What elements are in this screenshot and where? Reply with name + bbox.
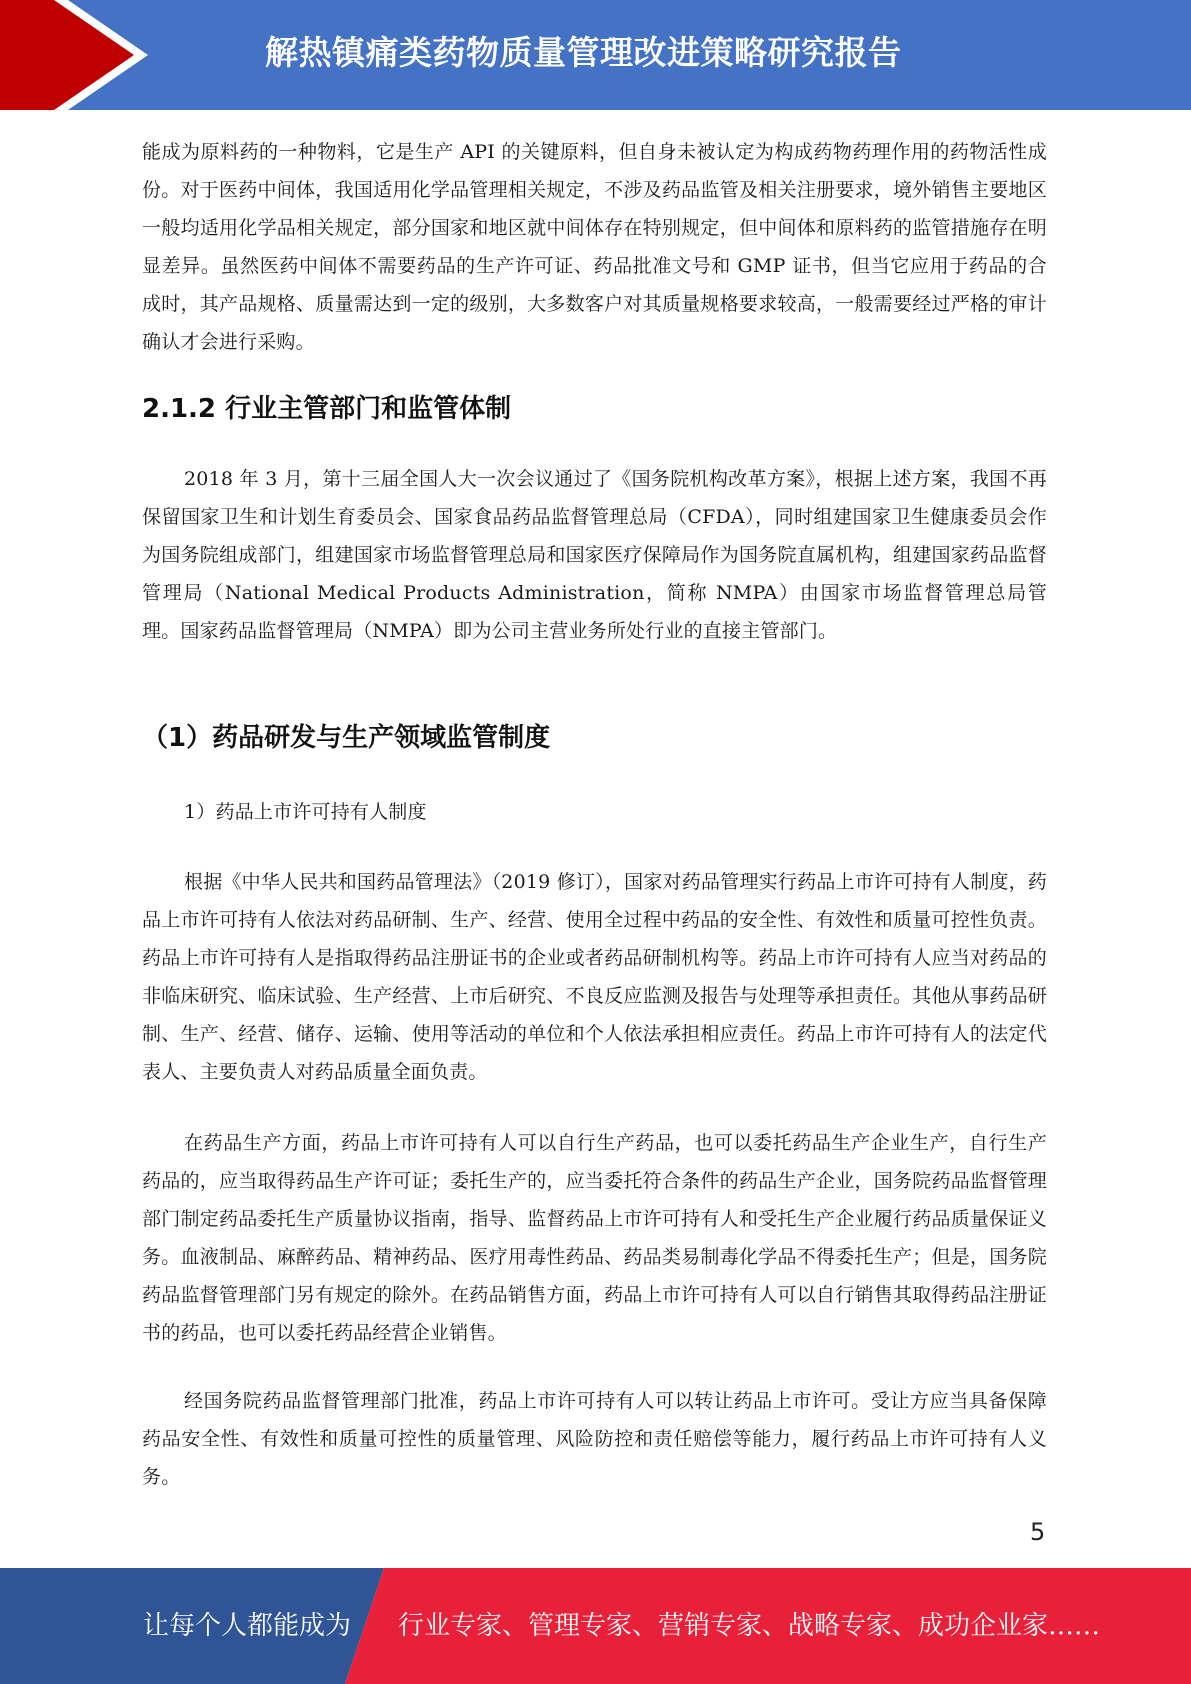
regulation-paragraph-block (142, 460, 1047, 650)
chevron-arrow-icon (0, 0, 160, 110)
paragraph-intro: 能成为原料药的一种物料，它是生产 API 的关键原料，但自身未被认定为构成药物药理作用的药物活性成份。对于医药中间体，我国适用化学品管理相关规定，不涉及药品监管及相关注册要求，境外销售主要地区一般均适用化学品相关规定，部分国家和地区就中间体存在特别规定，但中间体和原料药的监管措施存在明显差异。虽然医药中间体不需要药品的生产许可证、药品批准文号和 GMP 证书，但当它应用于药品的合成时，其产品规格、质量需达到一定的级别，大多数客户对其质量规格要求较高，一般需要经过严格的审计确认才会进行采购。 (142, 141, 1047, 353)
paragraph-2018-reform: 2018 年 3 月，第十三届全国人大一次会议通过了《国务院机构改革方案》，根据上述方案，我国不再保留国家卫生和计划生育委员会、国家食品药品监督管理总局（CFDA），同时组建国家卫生健康委员会作为国务院组成部门，组建国家市场监督管理总局和国家医疗保障局作为国务院直属机构，组建国家药品监督管理局（National Medical Products Administration，简称 NMPA）由国家市场监督管理总局管理。国家药品监督管理局（NMPA）即为公司主营业务所处行业的直接主管部门。 (142, 468, 1047, 642)
page-header (0, 0, 1191, 110)
report-title: 解热镇痛类药物质量管理改进策略研究报告 (265, 33, 902, 72)
footer-slogan-left: 让每个人都能成为 (143, 1611, 352, 1641)
section-heading-2-1-2: 2.1.2 行业主管部门和监管体制 (142, 394, 512, 424)
intro-paragraph-block (142, 133, 1047, 361)
production-paragraph-block (142, 1124, 1047, 1352)
paragraph-drug-law: 根据《中华人民共和国药品管理法》（2019 修订），国家对药品管理实行药品上市许可持有人制度，药品上市许可持有人依法对药品研制、生产、经营、使用全过程中药品的安全性、有效性和质量可控性负责。药品上市许可持有人是指取得药品注册证书的企业或者药品研制机构等。药品上市许可持有人应当对药品的非临床研究、临床试验、生产经营、上市后研究、不良反应监测及报告与处理等承担责任。其他从事药品研制、生产、经营、储存、运输、使用等活动的单位和个人依法承担相应责任。药品上市许可持有人的法定代表人、主要负责人对药品质量全面负责。 (142, 871, 1047, 1083)
sub-subheading-mah-system: 1）药品上市许可持有人制度 (184, 801, 427, 823)
subheading-block (142, 793, 1047, 831)
transfer-paragraph-block (142, 1382, 1047, 1496)
footer-slogan-right: 行业专家、管理专家、营销专家、战略专家、成功企业家…… (398, 1611, 1101, 1641)
subsection-heading-1: （1）药品研发与生产领域监管制度 (142, 723, 551, 753)
law-paragraph-block (142, 863, 1047, 1091)
paragraph-transfer: 经国务院药品监督管理部门批准，药品上市许可持有人可以转让药品上市许可。受让方应当具备保障药品安全性、有效性和质量可控性的质量管理、风险防控和责任赔偿等能力，履行药品上市许可持有人义务。 (142, 1390, 1047, 1488)
paragraph-production: 在药品生产方面，药品上市许可持有人可以自行生产药品，也可以委托药品生产企业生产，自行生产药品的，应当取得药品生产许可证；委托生产的，应当委托符合条件的药品生产企业，国务院药品监督管理部门制定药品委托生产质量协议指南，指导、监督药品上市许可持有人和受托生产企业履行药品质量保证义务。血液制品、麻醉药品、精神药品、医疗用毒性药品、药品类易制毒化学品不得委托生产；但是，国务院药品监督管理部门另有规定的除外。在药品销售方面，药品上市许可持有人可以自行销售其取得药品注册证书的药品，也可以委托药品经营企业销售。 (142, 1132, 1047, 1344)
page-number: 5 (1030, 1518, 1046, 1546)
page-footer (0, 1568, 1191, 1684)
